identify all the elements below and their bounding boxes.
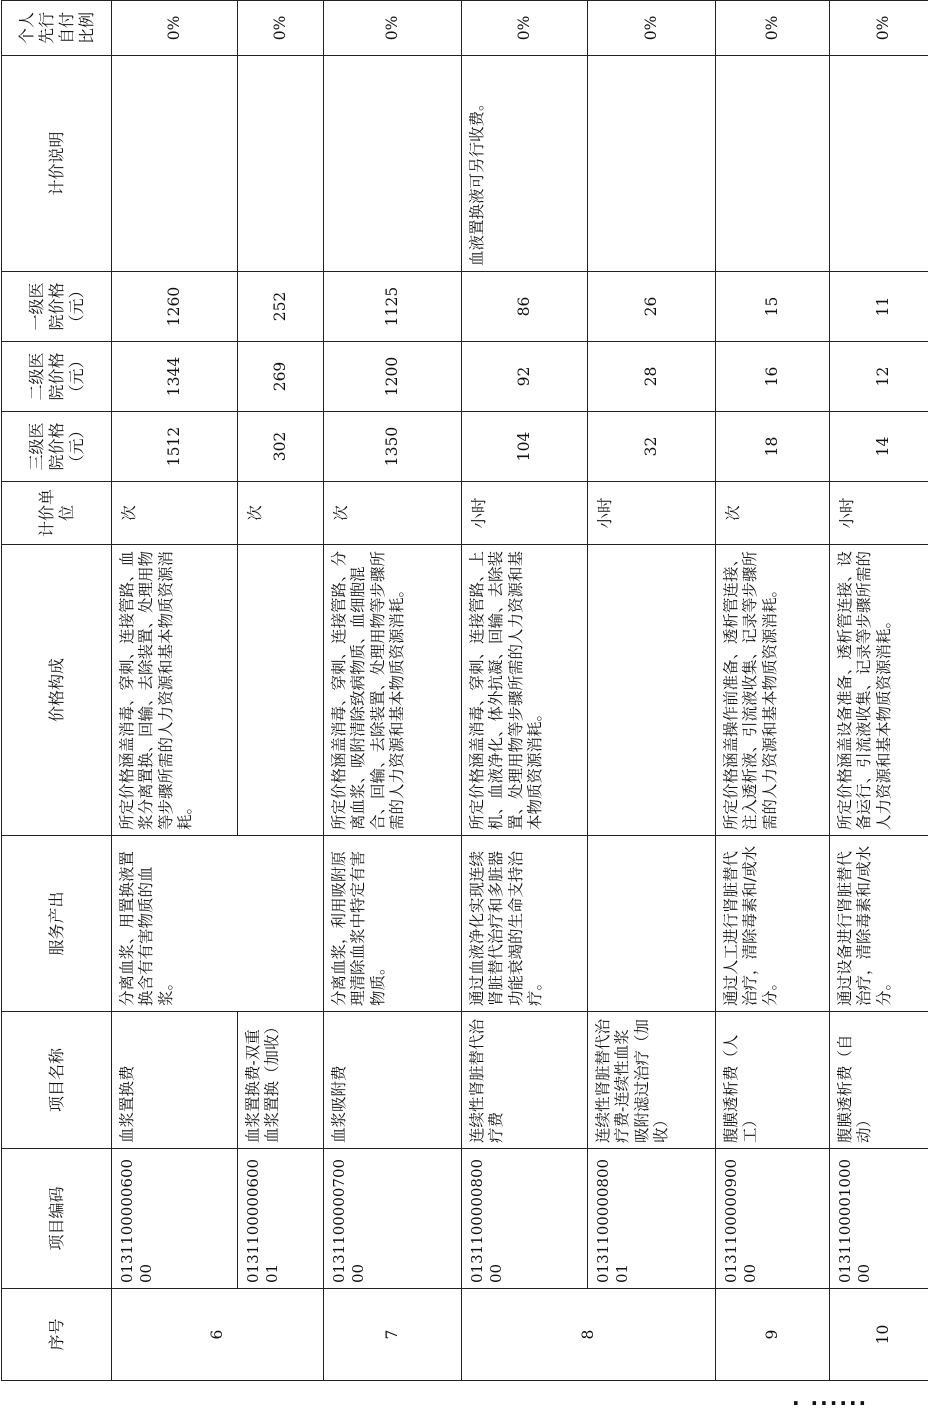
unit-cell: 次 <box>324 482 462 545</box>
ratio-cell: 0% <box>324 1 462 56</box>
price2-cell: 1344 <box>112 342 238 412</box>
composition-cell: 所定价格涵盖操作前准备、透析管连接、注入透析液、引流液收集、记录等步骤所需的人力资源和基本物质资源消耗。 <box>716 545 830 836</box>
note-cell <box>588 56 716 272</box>
price1-cell: 11 <box>830 272 928 342</box>
name-cell: 连续性肾脏替代治疗费-连续性血浆吸附滤过治疗（加收） <box>588 1012 716 1149</box>
header-code: 项目编码 <box>2 1149 112 1289</box>
table-row <box>716 1 830 1381</box>
composition-cell: 所定价格涵盖消毒、穿刺、连接管路、血浆分离置换、回输、去除装置、处理用物等步骤所需的人力资源和基本物质资源消耗。 <box>112 545 238 836</box>
price3-cell: 14 <box>830 412 928 482</box>
price3-cell: 1350 <box>324 412 462 482</box>
price1-cell: 86 <box>462 272 588 342</box>
price1-cell: 252 <box>238 272 324 342</box>
service-cell: 通过设备进行肾脏替代治疗，清除毒素和/或水分。 <box>830 836 928 1012</box>
note-cell <box>324 56 462 272</box>
ratio-cell: 0% <box>112 1 238 56</box>
composition-cell <box>588 545 716 836</box>
unit-cell: 小时 <box>588 482 716 545</box>
seq-cell: 6 <box>112 1289 324 1381</box>
header-price3: 三级医院价格（元） <box>2 412 112 482</box>
code-cell: 013110000080001 <box>588 1149 716 1289</box>
note-cell <box>238 56 324 272</box>
service-cell: 分离血浆、用置换液置换含有有害物质的血浆。 <box>112 836 324 1012</box>
note-cell <box>716 56 830 272</box>
price3-cell: 32 <box>588 412 716 482</box>
seq-cell: 7 <box>324 1289 462 1381</box>
ratio-cell: 0% <box>238 1 324 56</box>
name-cell: 血浆吸附费 <box>324 1012 462 1149</box>
header-composition: 价格构成 <box>2 545 112 836</box>
table-row <box>238 1 324 1381</box>
price3-cell: 1512 <box>112 412 238 482</box>
code-cell: 013110000060000 <box>112 1149 238 1289</box>
ratio-cell: 0% <box>462 1 588 56</box>
name-cell: 连续性肾脏替代治疗费 <box>462 1012 588 1149</box>
price-table <box>1 0 928 1381</box>
code-cell: 013110000070000 <box>324 1149 462 1289</box>
price2-cell: 16 <box>716 342 830 412</box>
price3-cell: 104 <box>462 412 588 482</box>
composition-cell <box>238 545 324 836</box>
unit-cell: 次 <box>112 482 238 545</box>
price3-cell: 302 <box>238 412 324 482</box>
header-unit: 计价单位 <box>2 482 112 545</box>
ratio-cell: 0% <box>716 1 830 56</box>
note-cell <box>112 56 238 272</box>
header-service: 服务产出 <box>2 836 112 1012</box>
service-cell: 分离血浆，利用吸附原理清除血浆中特定有害物质。 <box>324 836 462 1012</box>
seq-cell: 10 <box>830 1289 928 1381</box>
name-cell: 腹膜透析费（自动） <box>830 1012 928 1149</box>
price1-cell: 1125 <box>324 272 462 342</box>
service-cell: 通过血液净化实现连续肾脏替代治疗和多脏器功能衰竭的生命支持治疗。 <box>462 836 588 1012</box>
unit-cell: 次 <box>238 482 324 545</box>
table-row <box>830 1 928 1381</box>
seq-cell: 9 <box>716 1289 830 1381</box>
price2-cell: 92 <box>462 342 588 412</box>
unit-cell: 次 <box>716 482 830 545</box>
code-cell: 013110000100000 <box>830 1149 928 1289</box>
code-cell: 013110000090000 <box>716 1149 830 1289</box>
name-cell: 腹膜透析费（人工） <box>716 1012 830 1149</box>
composition-cell: 所定价格涵盖设备准备、透析管连接、设备运行、引流液收集、记录等步骤所需的人力资源和基本物质资源消耗。 <box>830 545 928 836</box>
header-price1: 一级医院价格（元） <box>2 272 112 342</box>
name-cell: 血浆置换费-双重血浆置换（加收） <box>238 1012 324 1149</box>
composition-cell: 所定价格涵盖消毒、穿刺、连接管路、分离血浆、吸附清除致病物质、血细胞混合、回输、去除装置、处理用物等步骤所需的人力资源和基本物质资源消耗。 <box>324 545 462 836</box>
price1-cell: 26 <box>588 272 716 342</box>
service-cell: 通过人工进行肾脏替代治疗，清除毒素和/或水分。 <box>716 836 830 1012</box>
unit-cell: 小时 <box>830 482 928 545</box>
service-cell <box>588 836 716 1012</box>
note-cell: 血液置换液可另行收费。 <box>462 56 588 272</box>
ratio-cell: 0% <box>830 1 928 56</box>
table-row <box>462 1 588 1381</box>
ratio-cell: 0% <box>588 1 716 56</box>
code-cell: 013110000060001 <box>238 1149 324 1289</box>
price2-cell: 28 <box>588 342 716 412</box>
table-row <box>588 1 716 1381</box>
price2-cell: 12 <box>830 342 928 412</box>
table-row <box>112 1 238 1381</box>
header-price2: 二级医院价格（元） <box>2 342 112 412</box>
header-ratio: 个人先行自付比例 <box>2 1 112 56</box>
price-table-sheet <box>1 1 927 1381</box>
price1-cell: 1260 <box>112 272 238 342</box>
composition-cell: 所定价格涵盖消毒、穿刺、连接管路、上机、血液净化、体外抗凝、回输、去除装置、处理用物等步骤所需的人力资源和基本物质资源消耗。 <box>462 545 588 836</box>
price3-cell: 18 <box>716 412 830 482</box>
header-note: 计价说明 <box>2 56 112 272</box>
price1-cell: 15 <box>716 272 830 342</box>
header-row <box>2 1 112 1381</box>
header-seq: 序号 <box>2 1289 112 1381</box>
name-cell: 血浆置换费 <box>112 1012 238 1149</box>
seq-cell: 8 <box>462 1289 716 1381</box>
unit-cell: 小时 <box>462 482 588 545</box>
price2-cell: 1200 <box>324 342 462 412</box>
header-name: 项目名称 <box>2 1012 112 1149</box>
table-row <box>324 1 462 1381</box>
code-cell: 013110000080000 <box>462 1149 588 1289</box>
continuation-ellipsis: · ······ <box>792 1391 869 1415</box>
note-cell <box>830 56 928 272</box>
price2-cell: 269 <box>238 342 324 412</box>
